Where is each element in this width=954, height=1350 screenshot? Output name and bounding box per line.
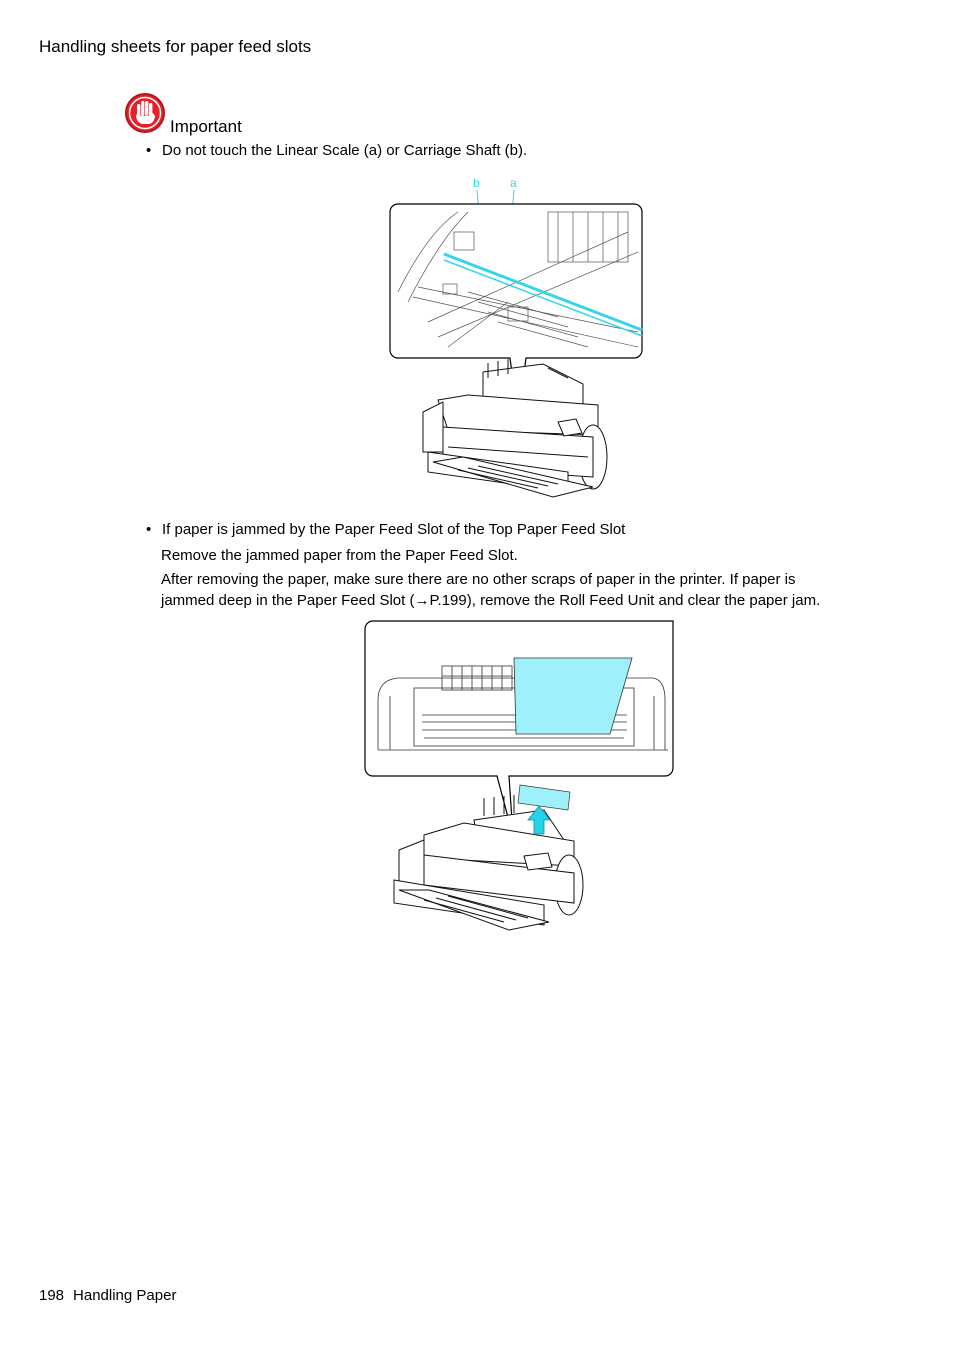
bullet-text: Do not touch the Linear Scale (a) or Carriage Shaft (b). — [162, 142, 528, 159]
page-number: 198 — [39, 1287, 65, 1304]
instruction-line-1: Remove the jammed paper from the Paper Feed Slot. — [161, 547, 518, 564]
bullet-text: If paper is jammed by the Paper Feed Slot of the Top Paper Feed Slot — [162, 521, 626, 538]
linear-scale-figure — [388, 172, 650, 502]
page-footer — [39, 1287, 185, 1304]
printer-illustration — [394, 795, 583, 930]
page-header-title: Handling sheets for paper feed slots — [39, 37, 312, 56]
instruction-line-3: jammed deep in the Paper Feed Slot (→P.199), remove the Roll Feed Unit and clear the paper jam. — [161, 592, 821, 609]
callout-label-a: a — [510, 176, 517, 190]
hand-stop-icon — [124, 92, 166, 134]
bullet-dot: • — [146, 521, 152, 538]
paper-feed-slot-figure — [364, 620, 676, 938]
footer-section: Handling Paper — [73, 1287, 177, 1304]
printer-illustration — [423, 359, 607, 497]
bullet-item-2 — [146, 521, 625, 538]
callout-label-b: b — [473, 176, 480, 190]
bullet-dot: • — [146, 142, 152, 159]
paper-exiting-slot — [518, 785, 570, 810]
zoom-callout-box — [365, 621, 673, 836]
instruction-line-2: After removing the paper, make sure there are no other scraps of paper in the printer. If paper is — [161, 571, 796, 588]
important-label: Important — [170, 117, 242, 136]
bullet-item-1 — [146, 142, 527, 159]
